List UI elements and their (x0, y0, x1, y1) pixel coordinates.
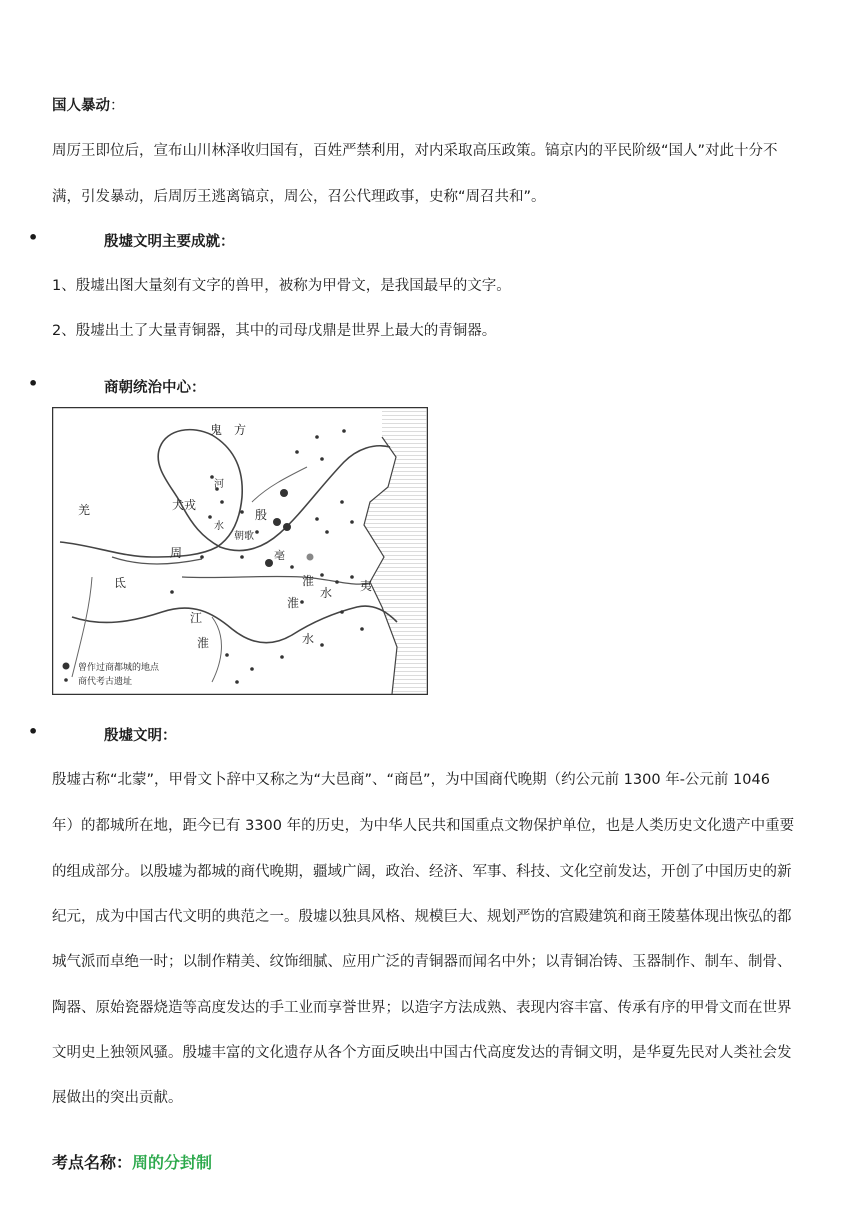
map-label: 周 (170, 546, 183, 560)
yinxu-line-2: 年）的都城所在地，距今已有 3300 年的历史，为中华人民共和国重点文物保护单位，也是人类历史文化遗产中重要 (52, 818, 795, 834)
yinxu-line-4: 纪元，成为中国古代文明的典范之一。殷墟以独具风格、规模巨大、规划严饬的宫殿建筑和商王陵墓体现出恢弘的都 (52, 909, 792, 925)
yinxu-line-6: 陶器、原始瓷器烧造等高度发达的手工业而享誉世界；以造字方法成熟、表现内容丰富、传承有序的甲骨文而在世界 (52, 1000, 792, 1016)
map-label: 方 (234, 423, 247, 437)
yinxu-line-5: 城气派而卓绝一时；以制作精美、纹饰细腻、应用广泛的青铜器而闻名中外；以青铜冶铸、玉器制作、制车、制骨、 (52, 954, 792, 970)
guoren-line-2: 满，引发暴动，后周厉王逃离镐京，周公，召公代理政事，史称“周召共和”。 (52, 189, 546, 205)
legend-capital-label: 曾作过商都城的地点 (78, 663, 160, 673)
map-label: 淮 (197, 636, 210, 650)
map-label: 淮 (287, 596, 300, 610)
yinxu-line-8: 展做出的突出贡献。 (52, 1090, 183, 1106)
exam-point (52, 1150, 820, 1173)
achievement-item-1: 1、殷墟出图大量刻有文字的兽甲，被称为甲骨文，是我国最早的文字。 (52, 278, 511, 294)
achievement-item-2: 2、殷墟出土了大量青铜器，其中的司母戊鼎是世界上最大的青铜器。 (52, 323, 497, 339)
guoren-title-colon: ： (110, 98, 125, 114)
map-label: 羌 (78, 503, 91, 517)
yinxu-line-1: 殷墟古称“北蒙”，甲骨文卜辞中又称之为“大邑商”、“商邑”，为中国商代晚期（约公元前 1300 年-公元前 1046 (52, 772, 770, 788)
map-label: 淮 (302, 574, 315, 588)
legend-capital-icon (63, 663, 70, 670)
map-label: 鬼 (210, 423, 223, 437)
map-label: 河 (214, 479, 224, 490)
map-label: 夷 (360, 579, 373, 593)
map-label: 犬戎 (172, 498, 197, 512)
guoren-line-1: 周厉王即位后，宣布山川林泽收归国有，百姓严禁利用，对内采取高压政策。镐京内的平民阶级“国人”对此十分不 (52, 143, 778, 159)
map-label: 朝歌 (234, 531, 254, 542)
yinxu-line-7: 文明史上独领风骚。殷墟丰富的文化遗存从各个方面反映出中国古代高度发达的青铜文明，是华夏先民对人类社会发 (52, 1045, 792, 1061)
yinxu-civilization-heading: 殷墟文明： (104, 728, 177, 744)
yinxu-line-3: 的组成部分。以殷墟为都城的商代晚期，疆域广阔，政治、经济、军事、科技、文化空前发达，开创了中国历史的新 (52, 864, 792, 880)
map-label: 水 (320, 586, 333, 600)
bullet-icon: • (28, 228, 39, 247)
bullet-icon: • (28, 722, 39, 741)
legend-site-label: 商代考古遗址 (78, 677, 133, 687)
map-label: 水 (302, 632, 315, 646)
legend-site-icon (64, 678, 68, 682)
shang-dynasty-map (52, 407, 428, 695)
map-label: 殷 (255, 508, 268, 522)
map-label: 氐 (114, 576, 127, 590)
exam-point-label: 考点名称： (52, 1153, 133, 1172)
bullet-icon: • (28, 374, 39, 393)
map-label: 亳 (274, 549, 285, 562)
map-label: 水 (214, 521, 224, 532)
section-guoren (52, 94, 820, 115)
yinxu-achievements-heading: 殷墟文明主要成就： (104, 234, 235, 250)
exam-point-link[interactable]: 周的分封制 (132, 1153, 213, 1172)
shang-center-heading: 商朝统治中心： (104, 380, 206, 396)
map-label: 江 (190, 611, 203, 625)
guoren-title: 国人暴动 (52, 98, 110, 114)
